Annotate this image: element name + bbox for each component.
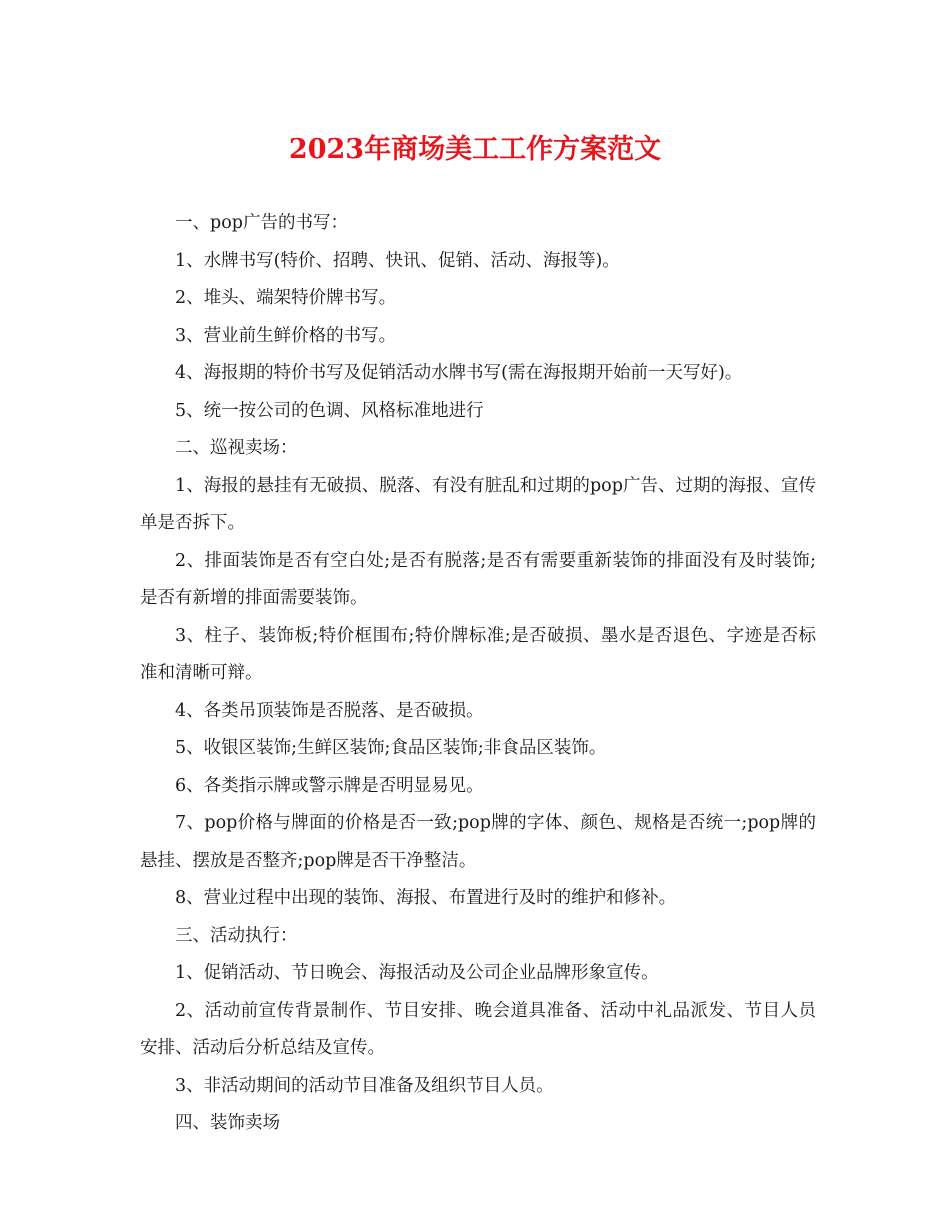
paragraph-section-3-heading: 三、活动执行：	[175, 925, 298, 946]
paragraph: 4、各类吊顶装饰是否脱落、是否破损。	[175, 700, 484, 721]
document-title: 2023年商场美工工作方案范文	[288, 134, 662, 165]
paragraph-section-2-heading: 二、巡视卖场：	[175, 438, 298, 458]
paragraph: 4、海报期的特价书写及促销活动水牌书写(需在海报期开始前一天写好)。	[175, 363, 743, 383]
paragraph: 6、各类指示牌或警示牌是否明显易见。	[175, 775, 484, 796]
paragraph: 5、统一按公司的色调、风格标准地进行	[175, 400, 484, 421]
paragraph: 3、非活动期间的活动节目准备及组织节目人员。	[175, 1075, 554, 1096]
paragraph: 2、堆头、端架特价牌书写。	[175, 288, 397, 308]
paragraph: 1、促销活动、节日晚会、海报活动及公司企业品牌形象宣传。	[175, 963, 659, 983]
paragraph: 1、水牌书写(特价、招聘、快讯、促销、活动、海报等)。	[175, 250, 620, 271]
document-body	[140, 205, 816, 1143]
paragraph: 2、排面装饰是否有空白处;是否有脱落;是否有需要重新装饰的排面没有及时装饰;是否有新增的排面需要装饰。	[140, 550, 816, 608]
paragraph: 3、柱子、装饰板;特价框围布;特价牌标准;是否破损、墨水是否退色、字迹是否标准和清晰可辩。	[140, 625, 816, 683]
paragraph: 1、海报的悬挂有无破损、脱落、有没有脏乱和过期的pop广告、过期的海报、宣传单是否拆下。	[140, 475, 816, 533]
paragraph-section-4-heading: 四、装饰卖场	[175, 1113, 280, 1133]
paragraph: 5、收银区装饰;生鲜区装饰;食品区装饰;非食品区装饰。	[175, 738, 607, 758]
paragraph: 2、活动前宣传背景制作、节目安排、晚会道具准备、活动中礼品派发、节目人员安排、活动后分析总结及宣传。	[140, 1000, 816, 1058]
paragraph: 8、营业过程中出现的装饰、海报、布置进行及时的维护和修补。	[175, 888, 677, 908]
paragraph-section-1-heading: 一、pop广告的书写：	[175, 213, 348, 233]
paragraph: 7、pop价格与牌面的价格是否一致;pop牌的字体、颜色、规格是否统一;pop牌的悬挂、摆放是否整齐;pop牌是否干净整洁。	[140, 813, 816, 871]
paragraph: 3、营业前生鲜价格的书写。	[175, 325, 397, 346]
